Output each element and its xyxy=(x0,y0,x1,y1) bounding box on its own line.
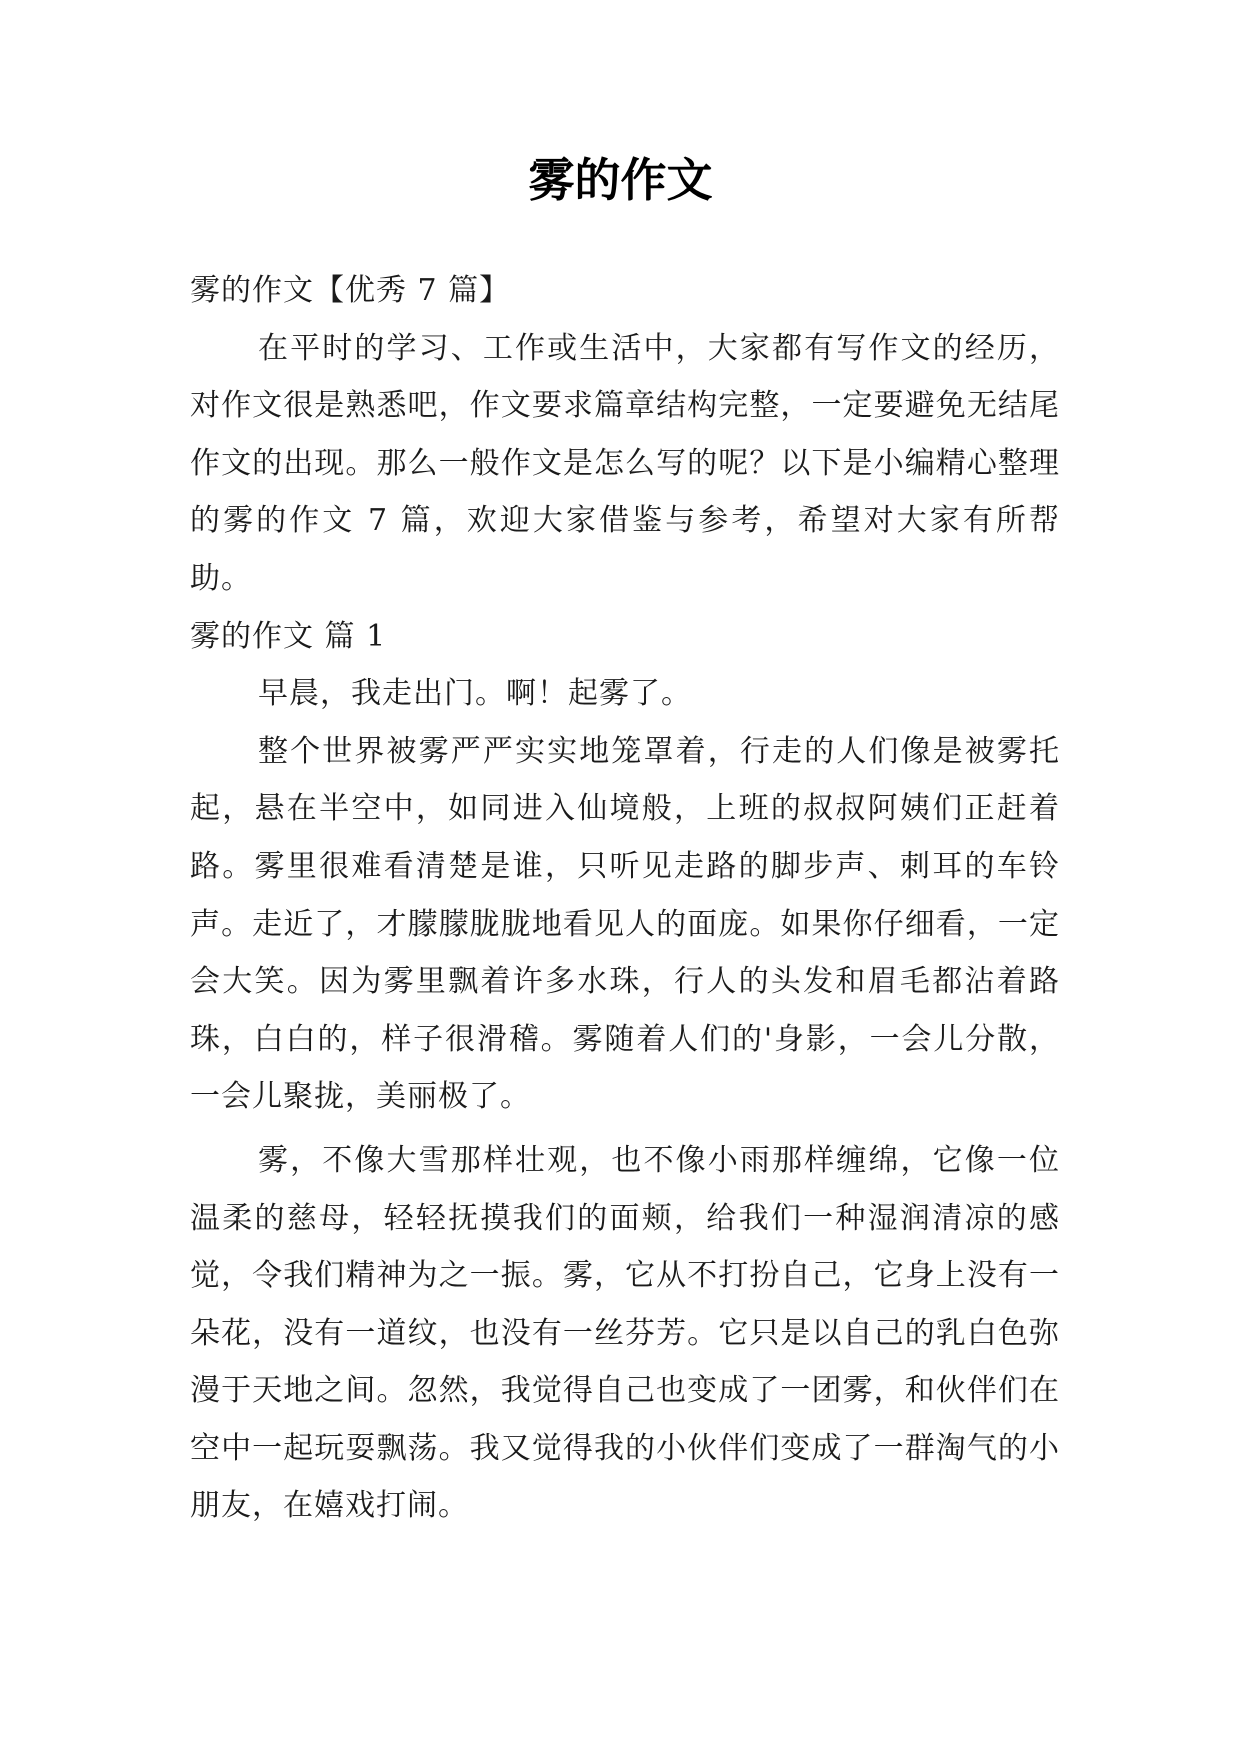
body-paragraph: 雾，不像大雪那样壮观，也不像小雨那样缠绵，它像一位温柔的慈母，轻轻抚摸我们的面颊，给我们一种湿润清凉的感觉，令我们精神为之一振。雾，它从不打扮自己，它身上没有一朵花，没有一道纹，也没有一丝芬芳。它只是以自己的乳白色弥漫于天地之间。忽然，我觉得自己也变成了一团雾，和伙伴们在空中一起玩耍飘荡。我又觉得我的小伙伴们变成了一群淘气的小朋友，在嬉戏打闹。 xyxy=(190,1142,1060,1524)
document-title: 雾的作文 xyxy=(528,153,713,207)
body-paragraph: 早晨，我走出门。啊！起雾了。 xyxy=(258,676,692,712)
document-subtitle: 雾的作文【优秀 7 篇】 xyxy=(190,273,511,308)
intro-paragraph: 在平时的学习、工作或生活中，大家都有写作文的经历，对作文很是熟悉吧，作文要求篇章结构完整，一定要避免无结尾作文的出现。那么一般作文是怎么写的呢？以下是小编精心整理的雾的作文 7 篇，欢迎大家借鉴与参考，希望对大家有所帮助。 xyxy=(190,330,1060,596)
document-body xyxy=(190,262,1060,1535)
section-heading: 雾的作文 篇 1 xyxy=(190,618,387,654)
body-paragraph: 整个世界被雾严严实实地笼罩着，行走的人们像是被雾托起，悬在半空中，如同进入仙境般，上班的叔叔阿姨们正赶着路。雾里很难看清楚是谁，只听见走路的脚步声、刺耳的车铃声。走近了，才朦朦胧胧地看见人的面庞。如果你仔细看，一定会大笑。因为雾里飘着许多水珠，行人的头发和眉毛都沾着路珠，白白的，样子很滑稽。雾随着人们的'身影，一会儿分散，一会儿聚拢，美丽极了。 xyxy=(190,733,1060,1115)
